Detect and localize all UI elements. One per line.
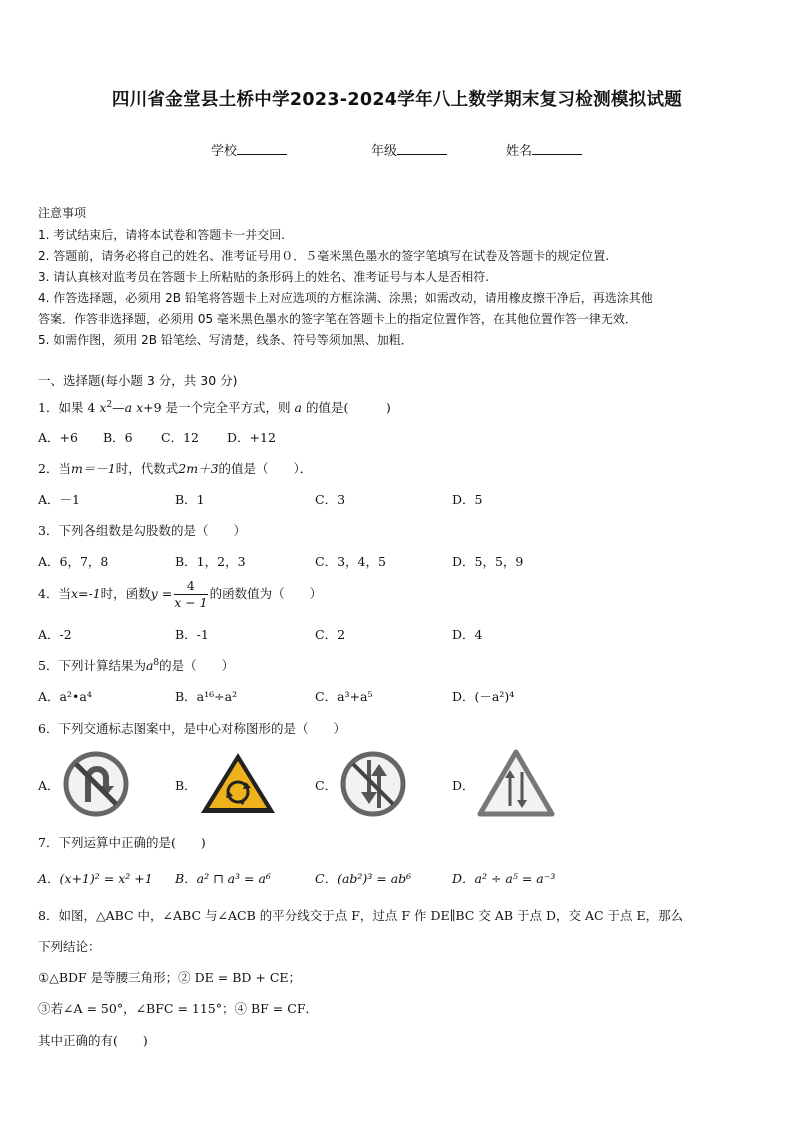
q5-option-a[interactable]: A．a²•a⁴ xyxy=(38,689,92,704)
school-label: 学校 xyxy=(211,144,238,159)
question-8-line-1: 8．如图，△ABC 中，∠ABC 与∠ACB 的平分线交于点 F，过点 F 作 DE∥BC 交 AB 于点 D，交 AC 于点 E，那么 xyxy=(38,908,684,923)
question-5: 5．下列计算结果为$a^8$的是（ ） xyxy=(38,657,235,673)
question-6: 6．下列交通标志图案中，是中心对称图形的是（ ） xyxy=(38,721,346,736)
note-item: 2. 答题前，请务必将自己的姓名、准考证号用０．５毫米黑色墨水的签字笔填写在试卷及答题卡的规定位置. xyxy=(38,249,610,263)
q1-option-b[interactable]: B．6 xyxy=(103,430,133,445)
question-8-line-3: ①△BDF 是等腰三角形；② DE = BD + CE； xyxy=(38,970,302,985)
no-u-turn-sign-icon[interactable] xyxy=(62,750,130,818)
q4-option-c[interactable]: C．2 xyxy=(315,627,346,642)
question-2: 2．当m＝－1时，代数式2m＋3的值是（ ）． xyxy=(38,461,313,476)
note-item: 答案．作答非选择题，必须用 05 毫米黑色墨水的签字笔在答题卡上的指定位置作答，在其他位置作答一律无效． xyxy=(38,312,637,326)
q3-option-d[interactable]: D．5，5，9 xyxy=(452,554,524,569)
q3-option-c[interactable]: C．3，4，5 xyxy=(315,554,386,569)
question-3: 3．下列各组数是勾股数的是（ ） xyxy=(38,523,246,538)
note-item: 3. 请认真核对监考员在答题卡上所粘贴的条形码上的姓名、准考证号与本人是否相符. xyxy=(38,270,490,284)
roundabout-warning-sign-icon[interactable] xyxy=(199,750,277,816)
two-way-traffic-sign-icon[interactable] xyxy=(477,748,555,818)
q5-option-c[interactable]: C．a³+a⁵ xyxy=(315,689,373,704)
question-4: 4．当x=-1时，函数y = $\frac{4}{x - 1}$ 的函数值为（ ） xyxy=(38,578,323,610)
question-8-line-5: 其中正确的有( ) xyxy=(38,1033,148,1048)
question-7: 7．下列运算中正确的是( ) xyxy=(38,835,206,850)
name-label: 姓名 xyxy=(506,144,533,159)
q6-option-d-label[interactable]: D． xyxy=(452,778,475,793)
q4-option-b[interactable]: B．-1 xyxy=(175,627,209,642)
question-1: 1．如果 4 $x^2—a$ x+9 是一个完全平方式，则 a 的值是( ) xyxy=(38,399,391,415)
note-item: 1. 考试结束后，请将本试卷和答题卡一并交回. xyxy=(38,228,286,242)
q7-option-b[interactable]: B．a² ⊓ a³ = a⁶ xyxy=(175,871,271,886)
q6-option-c-label[interactable]: C． xyxy=(315,778,338,793)
question-8-line-4: ③若∠A = 50°，∠BFC = 115°；④ BF = CF． xyxy=(38,1001,318,1016)
page-title: 四川省金堂县土桥中学2023-2024学年八上数学期末复习检测模拟试题 xyxy=(111,90,683,110)
grade-label: 年级 xyxy=(371,144,398,159)
note-item: 4. 作答选择题，必须用 2B 铅笔将答题卡上对应选项的方框涂满、涂黑；如需改动，请用橡皮擦干净后，再选涂其他 xyxy=(38,291,653,305)
q1-option-c[interactable]: C．12 xyxy=(161,430,199,445)
section-heading: 一、选择题(每小题 3 分，共 30 分) xyxy=(38,373,238,388)
notes-heading: 注意事项 xyxy=(38,206,87,220)
q6-option-b-label[interactable]: B． xyxy=(175,778,197,793)
q2-option-d[interactable]: D．5 xyxy=(452,492,483,507)
note-item: 5. 如需作图，须用 2B 铅笔绘、写清楚，线条、符号等须加黑、加粗． xyxy=(38,333,413,347)
q2-option-b[interactable]: B．1 xyxy=(175,492,205,507)
q2-option-c[interactable]: C．3 xyxy=(315,492,346,507)
q2-option-a[interactable]: A．－1 xyxy=(38,492,80,507)
q1-option-d[interactable]: D．+12 xyxy=(227,430,276,445)
q3-option-b[interactable]: B．1，2，3 xyxy=(175,554,246,569)
question-8-line-2: 下列结论： xyxy=(38,939,101,954)
q4-option-a[interactable]: A．-2 xyxy=(38,627,72,642)
q1-option-a[interactable]: A．+6 xyxy=(38,430,78,445)
q6-option-a-label[interactable]: A． xyxy=(38,778,60,793)
q3-option-a[interactable]: A．6，7，8 xyxy=(38,554,109,569)
q7-option-c[interactable]: C．(ab²)³ = ab⁶ xyxy=(315,871,412,886)
no-reverse-arrows-sign-icon[interactable] xyxy=(339,750,407,818)
q5-option-b[interactable]: B．a¹⁶÷a² xyxy=(175,689,238,704)
school-field[interactable] xyxy=(211,140,287,159)
q5-option-d[interactable]: D．(－a²)⁴ xyxy=(452,689,515,704)
grade-field[interactable] xyxy=(371,140,447,159)
q7-option-d[interactable]: D．a² ÷ a⁵ = a⁻³ xyxy=(452,871,556,886)
q7-option-a[interactable]: A．(x+1)² = x² +1 xyxy=(38,871,153,886)
fraction: $\frac{4}{x - 1}$ xyxy=(174,578,208,610)
q4-option-d[interactable]: D．4 xyxy=(452,627,483,642)
name-field[interactable] xyxy=(506,140,582,159)
